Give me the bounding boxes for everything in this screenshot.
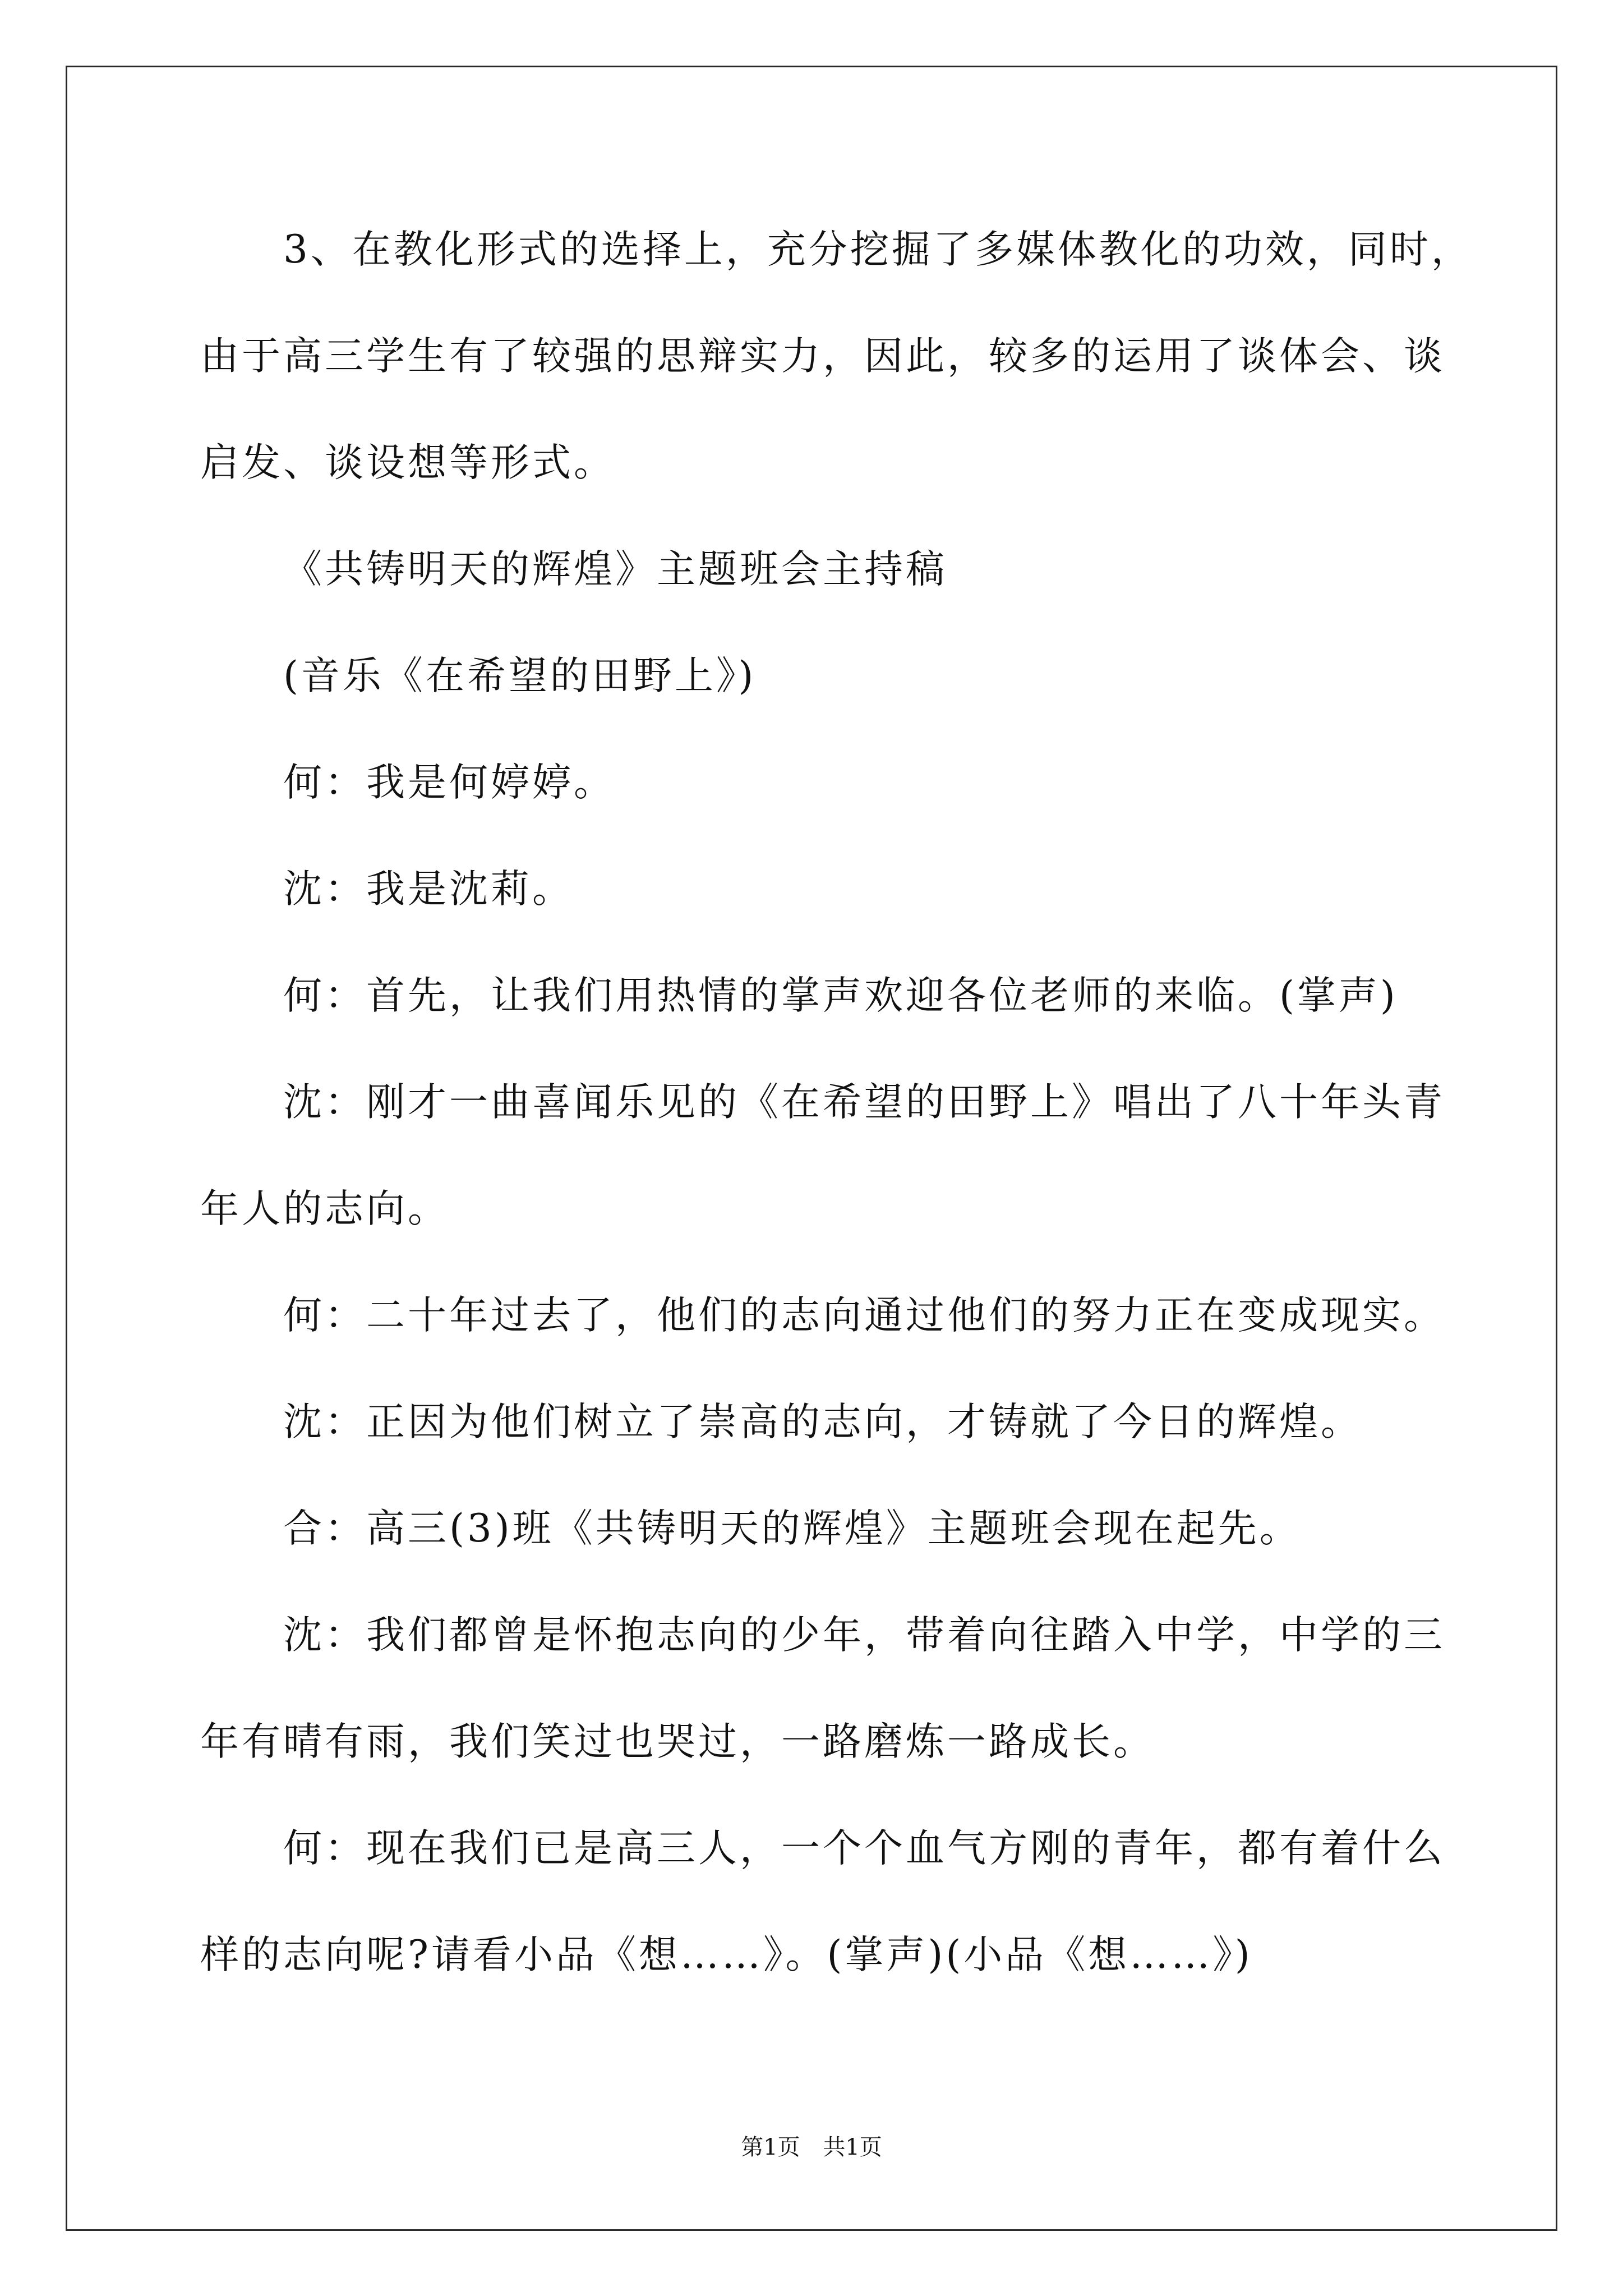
paragraph-line: 沈：正因为他们树立了崇高的志向，才铸就了今日的辉煌。 <box>283 1400 1362 1444</box>
paragraph-line: 何：二十年过去了，他们的志向通过他们的努力正在变成现实。 <box>283 1293 1445 1338</box>
page-footer <box>0 2133 1623 2161</box>
paragraph-line: 何：我是何婷婷。 <box>283 760 615 805</box>
paragraph-line: 样的志向呢?请看小品《想……》。(掌声)(小品《想……》) <box>200 1932 1253 1977</box>
paragraph-line: 年有晴有雨，我们笑过也哭过，一路磨炼一路成长。 <box>200 1719 1155 1764</box>
paragraph-line: 年人的志向。 <box>200 1186 449 1231</box>
paragraph-line: 合：高三(3)班《共铸明天的辉煌》主题班会现在起先。 <box>283 1506 1301 1551</box>
paragraph-line: 何：现在我们已是高三人，一个个血气方刚的青年，都有着什么 <box>283 1826 1445 1871</box>
page-number-current: 第1页 <box>741 2134 800 2160</box>
paragraph-line: (音乐《在希望的田野上》) <box>283 654 757 698</box>
paragraph-line: 何：首先，让我们用热情的掌声欢迎各位老师的来临。(掌声) <box>283 973 1398 1018</box>
paragraph-line: 沈：刚才一曲喜闻乐见的《在希望的田野上》唱出了八十年头青 <box>283 1080 1445 1125</box>
paragraph-line: 沈：我是沈莉。 <box>283 867 574 912</box>
paragraph-line: 沈：我们都曾是怀抱志向的少年，带着向往踏入中学，中学的三 <box>283 1613 1445 1658</box>
paragraph-line: 启发、谈设想等形式。 <box>200 440 615 485</box>
paragraph-line: 3、在教化形式的选择上，充分挖掘了多媒体教化的功效，同时， <box>283 227 1473 272</box>
section-title: 《共铸明天的辉煌》主题班会主持稿 <box>283 547 947 592</box>
page-number-total: 共1页 <box>823 2134 882 2160</box>
paragraph-line: 由于高三学生有了较强的思辩实力，因此，较多的运用了谈体会、谈 <box>200 334 1445 379</box>
page-border <box>66 66 1557 2231</box>
